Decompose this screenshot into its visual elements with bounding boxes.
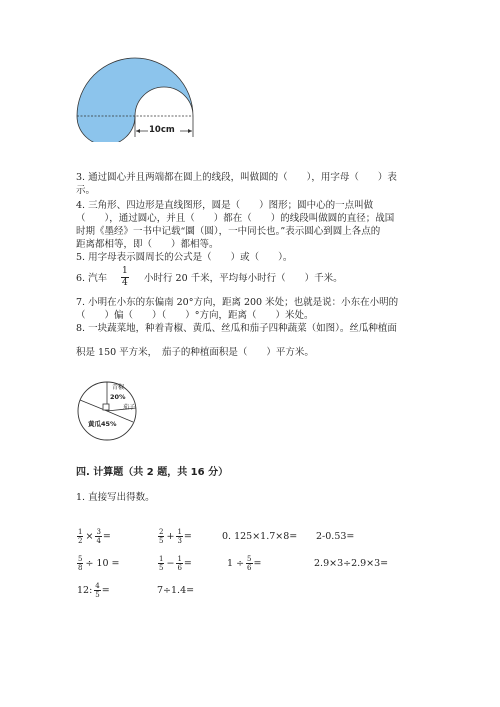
num: 3 (96, 527, 101, 536)
calc-r1-d: 2-0.53= (316, 530, 355, 542)
equals: = (102, 530, 111, 542)
question-4-line1: 4. 三角形、四边形是直线图形，圆是（ ）图形；圆中心的一点叫做 (76, 200, 374, 211)
question-7-line2: （ ）偏（ ）（ ）°方向，距离（ ）米处。 (76, 310, 314, 321)
den: 6 (177, 563, 182, 572)
question-6-fraction (120, 266, 130, 289)
question-8-line1: 8. 一块蔬菜地，种着青椒、黄瓜、丝瓜和茄子四种蔬菜（如图）。丝瓜种植面 (76, 323, 397, 334)
expression-rest: ÷ 10 = (85, 557, 120, 569)
section-4-title: 四. 计算题（共 2 题，共 16 分） (76, 467, 229, 478)
question-7-line1: 7. 小明在小东的东偏南 20°方向，距离 200 米处；也就是说：小东在小明的 (76, 297, 399, 308)
calc-r2-d: 2.9×3÷2.9×3= (314, 557, 389, 569)
calc-r1-b (157, 525, 192, 547)
den: 5 (95, 590, 100, 599)
equals: = (253, 557, 262, 569)
question-3-line2: 示。 (76, 185, 96, 196)
pie-label-huanggua: 黄瓜45% (88, 420, 117, 428)
den: 3 (177, 536, 182, 545)
den: 5 (159, 563, 164, 572)
num: 5 (247, 554, 252, 563)
question-6-suffix: 小时行 20 千米，平均每小时行（ ）千米。 (144, 273, 343, 284)
den: 8 (78, 563, 83, 572)
question-6-prefix: 6. 汽车 (76, 273, 108, 284)
expression-prefix: 1 ÷ (227, 557, 245, 569)
calc-r3-b: 7÷1.4= (157, 584, 195, 596)
question-4-line2: （ ），通过圆心，并且（ ）都在（ ）的线段叫做圆的直径；战国 (76, 213, 395, 224)
expression-prefix: 12: (77, 584, 93, 596)
equals: = (183, 530, 192, 542)
pie-label-qiezi: 茄子 (123, 404, 136, 411)
num: 5 (78, 554, 83, 563)
question-4-line3: 时期《墨经》一书中记载“圜（圆），一中同长也。”表示圆心到圆上各点的 (76, 226, 381, 237)
operator: − (166, 557, 175, 569)
num: 1 (177, 527, 182, 536)
pie-label-qingjiao: 青椒 (112, 384, 125, 391)
den: 4 (96, 536, 101, 545)
num: 1 (159, 554, 164, 563)
calc-r2-c (226, 552, 261, 574)
calc-r2-a (76, 552, 121, 574)
num: 2 (159, 527, 164, 536)
calc-r3-a (76, 579, 110, 601)
num: 1 (78, 527, 83, 536)
operator: + (166, 530, 175, 542)
fraction-numerator: 1 (122, 266, 128, 276)
equals: = (183, 557, 192, 569)
question-4-line4: 距离都相等，即（ ）都相等。 (76, 239, 219, 250)
question-5: 5. 用字母表示圆周长的公式是（ ）或（ ）。 (76, 252, 293, 263)
fraction-denominator: 4 (122, 278, 128, 288)
den: 2 (78, 536, 83, 545)
dimension-label: 10cm (149, 125, 175, 135)
section-4-question-1: 1. 直接写出得数。 (76, 492, 155, 503)
question-3-line1: 3. 通过圆心并且两端都在圆上的线段，叫做圆的（ ），用字母（ ）表 (76, 172, 397, 183)
num: 1 (177, 554, 182, 563)
den: 5 (159, 536, 164, 545)
question-8-line2: 积是 150 平方米， 茄子的种植面积是（ ）平方米。 (76, 347, 314, 358)
semicircle-figure (74, 52, 194, 142)
calc-r1-a (76, 525, 111, 547)
pie-label-qingjiao-pct: 20% (110, 393, 126, 401)
calc-r2-b (157, 552, 192, 574)
operator: × (85, 530, 94, 542)
den: 6 (247, 563, 252, 572)
equals: = (101, 584, 110, 596)
num: 4 (95, 581, 100, 590)
calc-r1-c: 0. 125×1.7×8= (222, 530, 298, 542)
